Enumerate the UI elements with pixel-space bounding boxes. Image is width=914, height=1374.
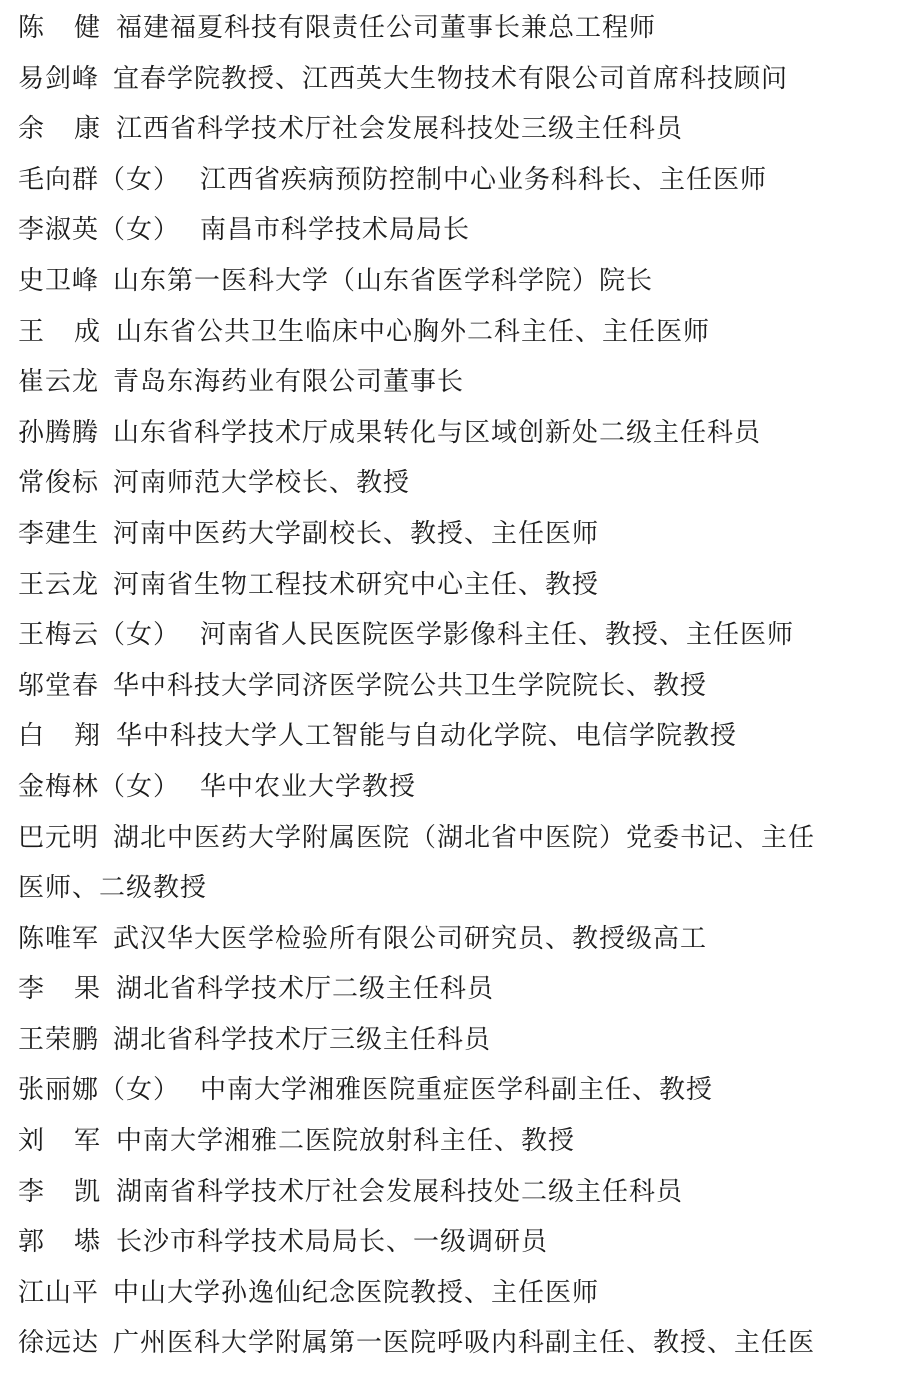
member-title: 中南大学湘雅医院重症医学科副主任、教授 bbox=[200, 1075, 714, 1106]
member-entry bbox=[18, 813, 898, 864]
member-name-part: 军 bbox=[74, 1126, 101, 1157]
member-name: 毛向群（女） bbox=[18, 164, 181, 195]
member-entry bbox=[18, 1217, 898, 1268]
member-entry bbox=[18, 1268, 898, 1319]
member-title: 华中科技大学同济医学院公共卫生学院院长、教授 bbox=[113, 670, 708, 701]
member-title: 河南省人民医院医学影像科主任、教授、主任医师 bbox=[200, 620, 795, 651]
member-name-part: 凯 bbox=[74, 1176, 101, 1207]
member-name-part: 王 bbox=[18, 316, 45, 347]
member-name: 陈唯军 bbox=[18, 923, 100, 954]
member-entry bbox=[18, 3, 898, 54]
member-title: 中南大学湘雅二医院放射科主任、教授 bbox=[116, 1126, 576, 1157]
member-title: 山东省公共卫生临床中心胸外二科主任、主任医师 bbox=[116, 316, 711, 347]
member-title: 山东省科学技术厅成果转化与区域创新处二级主任科员 bbox=[113, 417, 762, 448]
member-title: 湖北省科学技术厅三级主任科员 bbox=[113, 1024, 492, 1055]
member-title: 青岛东海药业有限公司董事长 bbox=[113, 367, 465, 398]
member-entry bbox=[18, 560, 898, 611]
member-name-part: 翔 bbox=[74, 721, 101, 752]
member-title: 河南省生物工程技术研究中心主任、教授 bbox=[113, 569, 600, 600]
member-entry bbox=[18, 458, 898, 509]
member-entry bbox=[18, 104, 898, 155]
member-name-part: 李 bbox=[18, 1176, 45, 1207]
member-entry bbox=[18, 307, 898, 358]
member-name: 王云龙 bbox=[18, 569, 100, 600]
member-entry bbox=[18, 1116, 898, 1167]
member-entry bbox=[18, 661, 898, 712]
member-entry bbox=[18, 964, 898, 1015]
member-name-part: 陈 bbox=[18, 13, 45, 43]
member-name: 金梅林（女） bbox=[18, 771, 181, 802]
member-name-part: 刘 bbox=[18, 1126, 45, 1157]
member-title: 江西省科学技术厅社会发展科技处三级主任科员 bbox=[116, 114, 684, 145]
member-entry bbox=[18, 1015, 898, 1066]
member-title: 河南师范大学校长、教授 bbox=[113, 468, 411, 499]
member-title: 湖南省科学技术厅社会发展科技处二级主任科员 bbox=[116, 1176, 684, 1207]
member-title: 宜春学院教授、江西英大生物技术有限公司首席科技顾问 bbox=[113, 63, 789, 94]
member-name-part: 果 bbox=[74, 974, 101, 1005]
member-name-part: 郭 bbox=[18, 1227, 45, 1258]
member-name: 李建生 bbox=[18, 518, 100, 549]
member-name bbox=[18, 1217, 102, 1268]
member-name bbox=[18, 104, 102, 155]
member-title: 河南中医药大学副校长、教授、主任医师 bbox=[113, 518, 600, 549]
member-title: 湖北省科学技术厅二级主任科员 bbox=[116, 974, 495, 1005]
member-entry bbox=[18, 711, 898, 762]
member-title: 中山大学孙逸仙纪念医院教授、主任医师 bbox=[113, 1277, 600, 1308]
member-entry bbox=[18, 155, 898, 206]
member-name: 常俊标 bbox=[18, 468, 100, 499]
member-entry bbox=[18, 1167, 898, 1218]
member-title: 江西省疾病预防控制中心业务科科长、主任医师 bbox=[200, 164, 768, 195]
member-entry bbox=[18, 256, 898, 307]
member-name: 崔云龙 bbox=[18, 367, 100, 398]
member-entry bbox=[18, 54, 898, 105]
member-name bbox=[18, 307, 102, 358]
member-name-part: 康 bbox=[74, 114, 101, 145]
member-name-part: 健 bbox=[74, 13, 101, 43]
member-name: 易剑峰 bbox=[18, 63, 100, 94]
member-title: 南昌市科学技术局局长 bbox=[200, 215, 471, 246]
member-name: 江山平 bbox=[18, 1277, 100, 1308]
member-name: 李淑英（女） bbox=[18, 215, 181, 246]
member-name bbox=[18, 3, 102, 54]
member-name-part: 白 bbox=[18, 721, 45, 752]
member-title: 华中农业大学教授 bbox=[200, 771, 417, 802]
member-title: 华中科技大学人工智能与自动化学院、电信学院教授 bbox=[116, 721, 738, 752]
member-entry bbox=[18, 762, 898, 813]
member-name-part: 余 bbox=[18, 114, 45, 145]
member-name: 邬堂春 bbox=[18, 670, 100, 701]
member-title: 湖北中医药大学附属医院（湖北省中医院）党委书记、主任 bbox=[113, 822, 816, 853]
member-title: 武汉华大医学检验所有限公司研究员、教授级高工 bbox=[113, 923, 708, 954]
member-list bbox=[18, 3, 898, 1369]
member-title: 福建福夏科技有限责任公司董事长兼总工程师 bbox=[116, 13, 657, 43]
member-entry bbox=[18, 205, 898, 256]
member-name: 张丽娜（女） bbox=[18, 1075, 181, 1106]
member-title: 广州医科大学附属第一医院呼吸内科副主任、教授、主任医 bbox=[113, 1328, 816, 1359]
member-entry bbox=[18, 1065, 898, 1116]
member-name: 徐远达 bbox=[18, 1328, 100, 1359]
member-entry bbox=[18, 914, 898, 965]
member-entry bbox=[18, 610, 898, 661]
member-name-part: 塨 bbox=[74, 1227, 101, 1258]
member-name: 王荣鹏 bbox=[18, 1024, 100, 1055]
member-name: 孙腾腾 bbox=[18, 417, 100, 448]
member-entry bbox=[18, 509, 898, 560]
member-name bbox=[18, 1116, 102, 1167]
member-name bbox=[18, 1167, 102, 1218]
member-title: 山东第一医科大学（山东省医学科学院）院长 bbox=[113, 265, 654, 296]
member-title: 长沙市科学技术局局长、一级调研员 bbox=[116, 1227, 549, 1258]
member-name: 王梅云（女） bbox=[18, 620, 181, 651]
member-name-part: 成 bbox=[74, 316, 101, 347]
member-entry bbox=[18, 1318, 898, 1369]
member-name: 巴元明 bbox=[18, 822, 100, 853]
member-name: 史卫峰 bbox=[18, 265, 100, 296]
member-entry bbox=[18, 357, 898, 408]
member-name bbox=[18, 964, 102, 1015]
member-name bbox=[18, 711, 102, 762]
member-entry bbox=[18, 408, 898, 459]
member-name-part: 李 bbox=[18, 974, 45, 1005]
member-title-continuation: 医师、二级教授 bbox=[18, 873, 208, 904]
